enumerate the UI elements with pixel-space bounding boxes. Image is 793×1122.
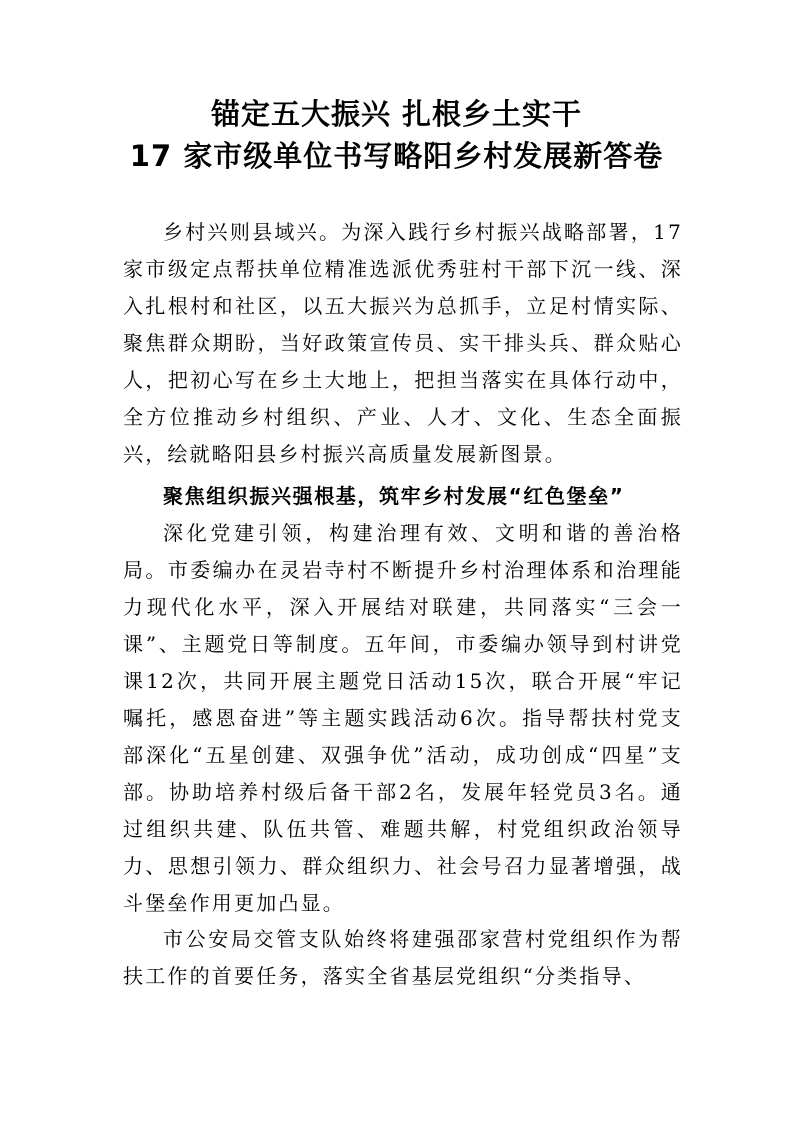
org-revival-paragraph-block bbox=[123, 515, 683, 922]
document-title-line-2: 17 家市级单位书写略阳乡村发展新答卷 bbox=[129, 139, 664, 173]
police-paragraph: 市公安局交管支队始终将建强邵家营村党组织作为帮扶工作的首要任务，落实全省基层党组织“分类指导、 bbox=[123, 927, 683, 988]
intro-paragraph: 乡村兴则县域兴。为深入践行乡村振兴战略部署，17家市级定点帮扶单位精准选派优秀驻村干部下沉一线、深入扎根村和社区，以五大振兴为总抓手，立足村情实际、聚焦群众期盼，当好政策宣传员、实干排头兵、群众贴心人，把初心写在乡土大地上，把担当落实在具体行动中，全方位推动乡村组织、产业、人才、文化、生态全面振兴，绘就略阳县乡村振兴高质量发展新图景。 bbox=[123, 220, 683, 466]
police-paragraph-block bbox=[123, 921, 683, 995]
org-revival-paragraph: 深化党建引领，构建治理有效、文明和谐的善治格局。市委编办在灵岩寺村不断提升乡村治理体系和治理能力现代化水平，深入开展结对联建，共同落实“三会一课”、主题党日等制度。五年间，市委编办领导到村讲党课12次，共同开展主题党日活动15次，联合开展“牢记嘱托，感恩奋进”等主题实践活动6次。指导帮扶村党支部深化“五星创建、双强争优”活动，成功创成“四星”支部。协助培养村级后备干部2名，发展年轻党员3名。通过组织共建、队伍共管、难题共解，村党组织政治领导力、思想引领力、群众组织力、社会号召力显著增强，战斗堡垒作用更加凸显。 bbox=[123, 521, 683, 915]
intro-paragraph-block bbox=[123, 214, 683, 473]
document-title-line-1: 锚定五大振兴 扎根乡土实干 bbox=[210, 97, 583, 131]
section-heading: 聚焦组织振兴强根基，筑牢乡村发展“红色堡垒” bbox=[163, 484, 625, 508]
